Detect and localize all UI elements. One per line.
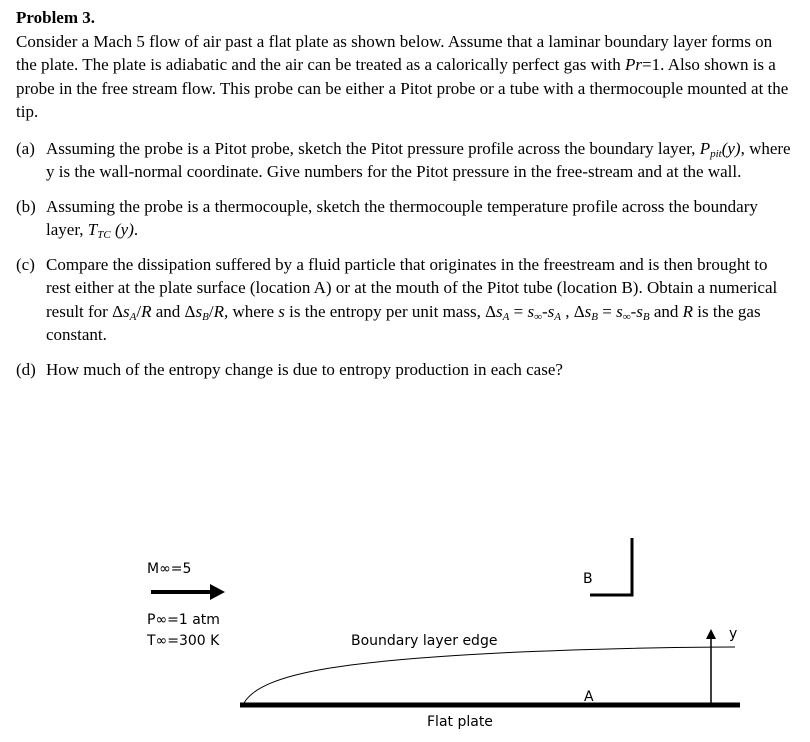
flat-plate-label: Flat plate [427,714,493,730]
part-a-label: (a) [16,138,35,158]
part-c: (c) Compare the dissipation suffered by a fluid particle that originates in the freestream and is then brought to rest either at the plate surface (location A) or at the mouth of the Pitot tube (location B). Obtain a numerical result for $\Delta s_A/R$ and $\Delta s_B/R$, where s is the entropy per unit mass, $\Delta s_A = s_\infty-s_A$ , $\Delta s_B = s_\infty-s_B$ and R is the gas constant. [16,254,778,344]
location-label-a: A [584,689,594,705]
mach-label: M∞=5 [147,561,192,577]
boundary-layer-edge-curve [244,647,735,703]
pressure-label: P∞=1 atm [147,612,220,628]
part-d: (d) How much of the entropy change is due to entropy production in each case? [16,358,796,382]
part-b: (b) Assuming the probe is a thermocouple, sketch the thermocouple temperature profile across the boundary layer, $T_{TC}$ (y). [16,196,758,241]
flow-arrow-icon [151,584,225,600]
y-axis-label: y [729,626,738,642]
part-d-label: (d) [16,359,36,379]
part-a: (a) Assuming the probe is a Pitot probe, sketch the Pitot pressure profile across the boundary layer, $P_{pit}(y)$, where y is the wall-normal coordinate. Give numbers for the Pitot pressure in the free-stream and at the wall. [16,138,791,181]
temperature-label: T∞=300 K [147,633,220,649]
boundary-layer-edge-label: Boundary layer edge [351,633,498,649]
problem-title: Problem 3. [16,8,96,27]
y-axis-arrow-icon [706,629,716,703]
probe-label-b: B [583,571,593,587]
part-b-label: (b) [16,196,36,216]
problem-intro: Consider a Mach 5 flow of air past a flat plate as shown below. Assume that a laminar boundary layer forms on the plate. The plate is adiabatic and the air can be treated as a calorically perfect gas with Pr=1. Also shown is a probe in the free stream flow. This probe can be either a Pitot probe or a tube with a thermocouple mounted at the tip. [16,31,789,121]
pitot-probe [590,538,632,595]
part-c-label: (c) [16,254,35,274]
